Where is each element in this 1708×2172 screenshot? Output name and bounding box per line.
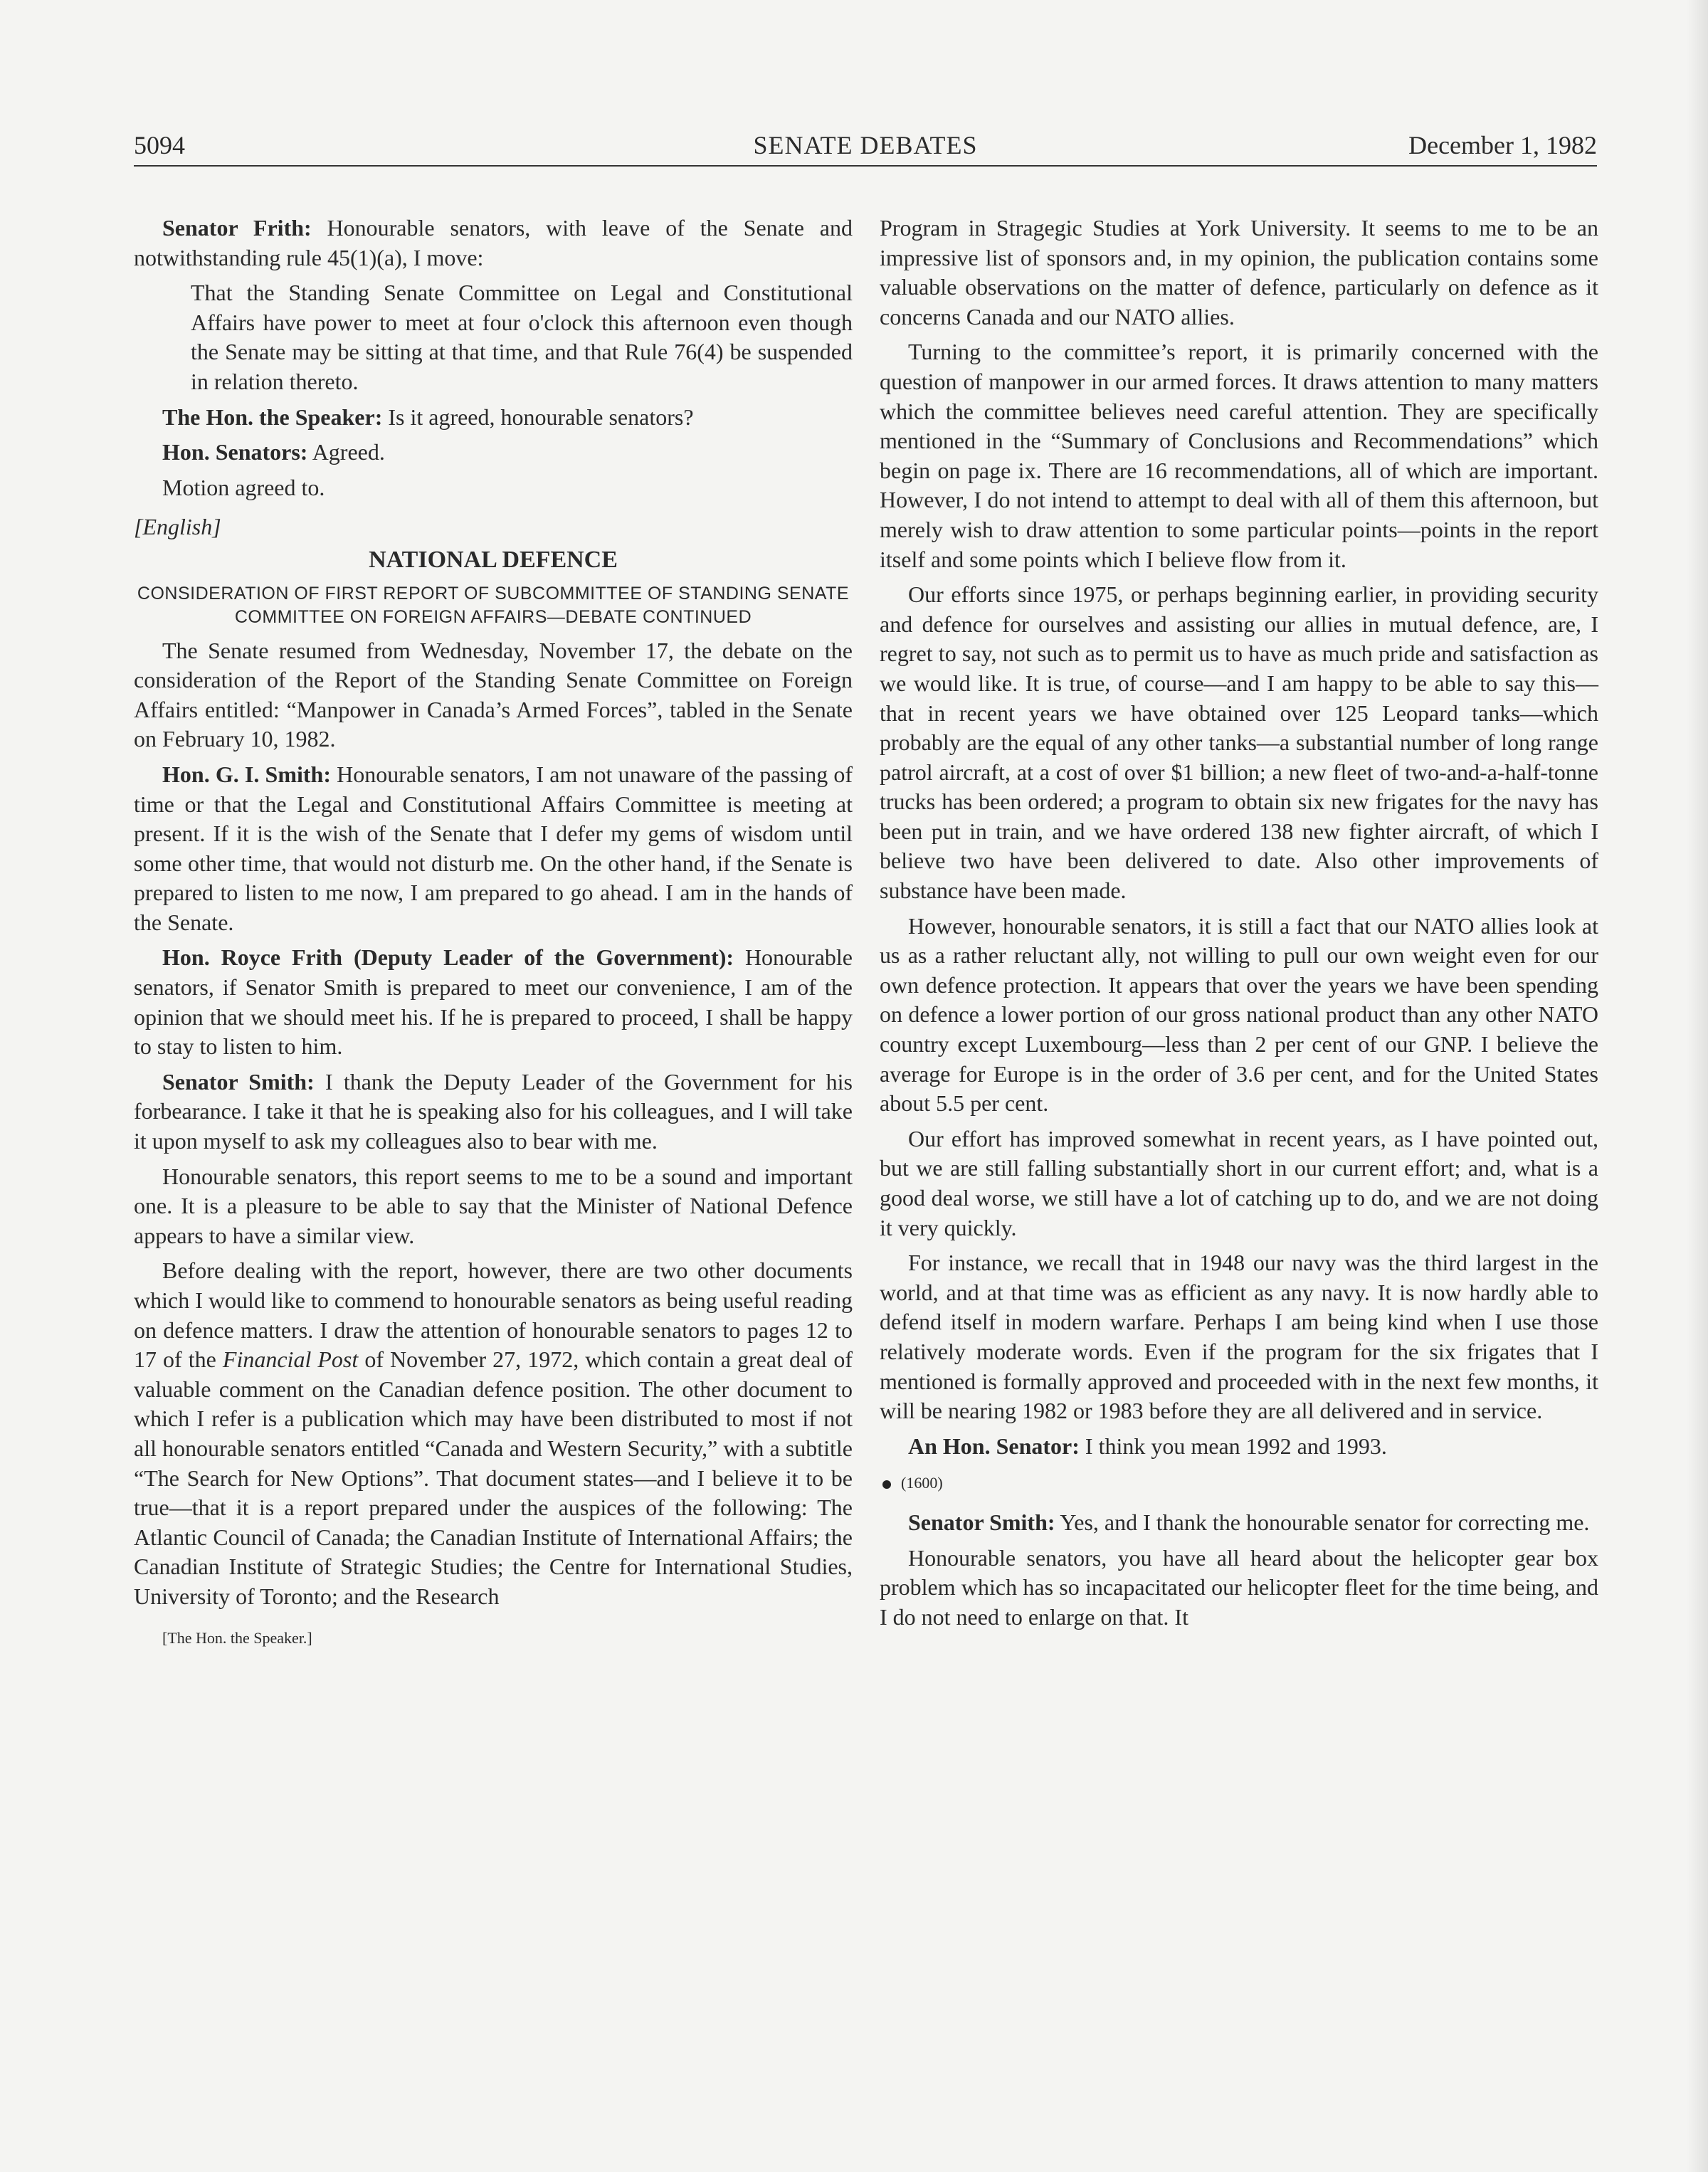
section-subheading: CONSIDERATION OF FIRST REPORT OF SUBCOMMITTEE OF STANDING SENATE COMMITTEE ON FOREIGN AFFAIRS—DEBATE CONTINUED [137, 583, 850, 627]
paragraph-text: Is it agreed, honourable senators? [382, 404, 694, 430]
paragraph [134, 1256, 853, 1611]
page-edge [1687, 0, 1708, 2172]
time-marker [880, 1468, 1598, 1498]
speaker-name: Senator Frith: [162, 215, 312, 241]
bullet-icon [882, 1480, 891, 1489]
paragraph: Program in Stragegic Studies at York University. It seems to me to be an impressive list of sponsors and, in my opinion, the publication contains some valuable observations on the matter of defence, particularly on defence as it concerns Canada and our NATO allies. [880, 215, 1598, 330]
paragraph: Honourable senators, you have all heard about the helicopter gear box problem which has so incapacitated our helicopter fleet for the time being, and I do not need to enlarge on that. It [880, 1544, 1598, 1630]
right-column [880, 213, 1598, 1638]
speaker-name: Senator Smith: [162, 1068, 315, 1095]
paragraph-text: Before dealing with the report, however, there are two other documents which I would like to commend to honourable senators as being useful reading on defence matters. I draw the attention of honourable senators to pages 12 to 17 of the [134, 1258, 853, 1373]
page-number: 5094 [134, 131, 185, 159]
paragraph [134, 213, 853, 273]
paragraph-text: Honourable senators, with leave of the Senate and notwithstanding rule 45(1)(a), I move: [134, 215, 853, 270]
header-rule [134, 165, 1597, 167]
motion-quote: That the Standing Senate Committee on Legal and Constitutional Affairs have power to meet at four o'clock this afternoon even though the Senate may be sitting at that time, and that Rule 76(4) be suspended in relation thereto. [191, 280, 853, 394]
section-heading: NATIONAL DEFENCE [369, 546, 618, 573]
paragraph [134, 943, 853, 1061]
paragraph: Turning to the committee’s report, it is primarily concerned with the question of manpower in our armed forces. It draws attention to many matters which the committee believes need careful attention. They are specifically mentioned in the “Summary of Conclusions and Recommendations” which begin on page ix. There are 16 recommendations, all of which are important. However, I do not intend to attempt to deal with all of them this afternoon, but merely wish to draw attention to some particular points—points in the report itself and some points which I believe flow from it. [880, 339, 1598, 572]
speaker-name: Hon. G. I. Smith: [162, 761, 331, 787]
speaker-name: Hon. Royce Frith (Deputy Leader of the Government): [162, 944, 734, 971]
paragraph: For instance, we recall that in 1948 our navy was the third largest in the world, and at that time was as efficient as any navy. It is now hardly able to defend itself in modern warfare. Perhaps I am being kind when I use those relatively moderate words. Even if the program for the six frigates that I mentioned is formally approved and proceeded with in the next few months, it will be nearing 1982 or 1983 before they are all delivered and in service. [880, 1250, 1598, 1424]
paragraph [880, 1508, 1598, 1538]
paragraph: Honourable senators, this report seems to me to be a sound and important one. It is a pleasure to be able to say that the Minister of National Defence appears to have a similar view. [134, 1163, 853, 1248]
publication-italic: Financial Post [222, 1346, 359, 1373]
paragraph [134, 760, 853, 938]
speaker-name: An Hon. Senator: [908, 1433, 1080, 1459]
paragraph [880, 1432, 1598, 1462]
paragraph: The Senate resumed from Wednesday, November 17, the debate on the consideration of the Report of the Standing Senate Committee on Foreign Affairs entitled: “Manpower in Canada’s Armed Forces”, tabled in the Senate on February 10, 1982. [134, 637, 853, 752]
paragraph [134, 403, 853, 433]
paragraph-text: of November 27, 1972, which contain a great deal of valuable comment on the Canadian defence position. The other document to which I refer is a publication which may have been distributed to most if not all honourable senators entitled “Canada and Western Security,” with a subtitle “The Search for New Options”. That document states—and I believe it to be true—that it is a report prepared under the auspices of the following: The Atlantic Council of Canada; the Canadian Institute of International Affairs; the Canadian Institute of Strategic Studies; the Centre for International Studies, University of Toronto; and the Research [134, 1346, 853, 1609]
page-header [134, 130, 1597, 167]
page-date: December 1, 1982 [1408, 131, 1597, 159]
paragraph [134, 438, 853, 468]
left-column [134, 213, 853, 1652]
paragraph [134, 1067, 853, 1156]
paragraph-text: Agreed. [307, 439, 385, 465]
paragraph-text: Yes, and I thank the honourable senator for correcting me. [1055, 1509, 1590, 1535]
speaker-name: Senator Smith: [908, 1509, 1055, 1535]
paragraph: Our effort has improved somewhat in recent years, as I have pointed out, but we are still falling substantially short in our current effort; and, what is a good deal worse, we still have a lot of catching up to do, and we are not doing it very quickly. [880, 1125, 1598, 1240]
paragraph-text: Honourable senators, if Senator Smith is prepared to meet our convenience, I am of the opinion that we should meet his. If he is prepared to proceed, I shall be happy to stay to listen to him. [134, 944, 853, 1060]
paragraph: However, honourable senators, it is still a fact that our NATO allies look at us as a rather reluctant ally, not willing to pull our own weight even for our own defence protection. It appears that over the years we have been spending on defence a lower portion of our gross national product than any other NATO country except Luxembourg—less than 2 per cent of our GNP. I believe the average for Europe is in the order of 3.6 per cent, and for the United States about 5.5 per cent. [880, 912, 1598, 1117]
paragraph-text: Honourable senators, I am not unaware of the passing of time or that the Legal and Constitutional Affairs Committee is meeting at present. If it is the wish of the Senate that I defer my gems of wisdom until some other time, that would not disturb me. On the other hand, if the Senate is prepared to listen to me now, I am prepared to go ahead. I am in the hands of the Senate. [134, 761, 853, 935]
paragraph-text: I thank the Deputy Leader of the Government for his forbearance. I take it that he is speaking also for his colleagues, and I will take it upon myself to ask my colleagues also to bear with me. [134, 1068, 853, 1154]
paragraph: Our efforts since 1975, or perhaps beginning earlier, in providing security and defence for ourselves and assisting our allies in mutual defence, are, I regret to say, not such as to permit us to have as much pride and satisfaction as we would like. It is true, of course—and I am happy to be able to say this—that in recent years we have obtained over 125 Leopard tanks—which probably are the equal of any other tanks—a substantial number of long range patrol aircraft, at a cost of over $1 billion; a new fleet of two-and-a-half-tonne trucks has been ordered; a program to obtain six new frigates for the navy has been put in train, and we have ordered 138 new fighter aircraft, of which I believe two have been delivered to date. Also other improvements of substance have been made. [880, 581, 1598, 904]
speaker-name: The Hon. the Speaker: [162, 404, 383, 430]
language-marker: [English] [134, 514, 221, 540]
speaker-name: Hon. Senators: [162, 439, 308, 465]
footnote: [The Hon. the Speaker.] [162, 1628, 312, 1647]
time-marker-text: (1600) [901, 1474, 943, 1492]
paragraph-text: I think you mean 1992 and 1993. [1079, 1433, 1387, 1459]
publication-title: SENATE DEBATES [753, 131, 978, 159]
paragraph: Motion agreed to. [162, 474, 325, 500]
